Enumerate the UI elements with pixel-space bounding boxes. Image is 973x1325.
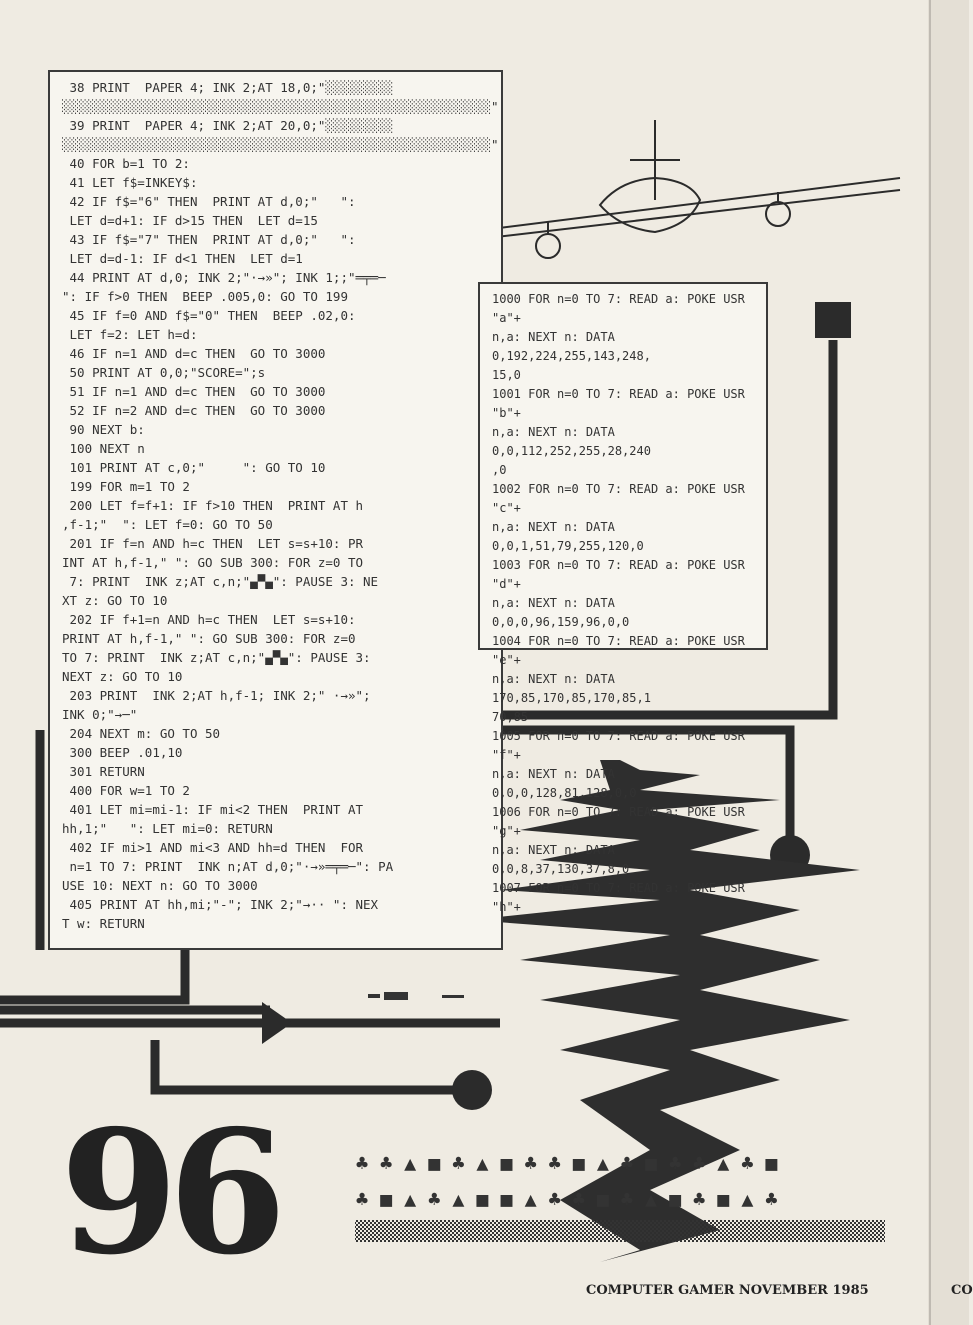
code-line: NEXT z: GO TO 10 — [62, 669, 183, 684]
basic-code-listing-left — [48, 70, 503, 950]
code-line: 201 IF f=n AND h=c THEN LET s=s+10: PR — [62, 536, 364, 551]
code-line: 300 BEEP .01,10 — [62, 745, 183, 760]
code-line: LET d=d-1: IF d<1 THEN LET d=1 — [62, 251, 303, 266]
code-line: 50 PRINT AT 0,0;"SCORE=";s — [62, 365, 266, 380]
code-line: 46 IF n=1 AND d=c THEN GO TO 3000 — [62, 346, 326, 361]
svg-text:♣ ■ ▲ ♣ ▲ ■ ■ ▲ ♣ ♣ ■ ♣ ▲ ■ ♣: ♣ ■ ▲ ♣ ▲ ■ ■ ▲ ♣ ♣ ■ ♣ ▲ ■ ♣ ■ ▲ ♣ — [356, 1187, 778, 1211]
code-line: 1007 FOR n=0 TO 7: READ a: POKE USR "h"+ — [492, 881, 753, 914]
code-line: 40 FOR b=1 TO 2: — [62, 156, 190, 171]
code-line: ░░░░░░░░░░░░░░░░░░░░░░░░░░░░░░░░░░░░░░░░░░░░░░░░░░░░░░░░░" — [62, 99, 499, 114]
code-line: T w: RETURN — [62, 916, 145, 931]
code-line: hh,1;" ": LET mi=0: RETURN — [62, 821, 273, 836]
code-line: 90 NEXT b: — [62, 422, 145, 437]
code-line: 400 FOR w=1 TO 2 — [62, 783, 190, 798]
code-line: n,a: NEXT n: DATA 0,0,112,252,255,28,240 — [492, 425, 651, 458]
code-line: 52 IF n=2 AND d=c THEN GO TO 3000 — [62, 403, 326, 418]
svg-text:♣ ♣ ▲ ■ ♣ ▲ ■ ♣ ♣ ■ ▲ ♣ ■ ♣ ♣: ♣ ♣ ▲ ■ ♣ ▲ ■ ♣ ♣ ■ ▲ ♣ ■ ♣ ♣ ▲ ♣ ■ — [356, 1151, 778, 1175]
code-line: 401 LET mi=mi-1: IF mi<2 THEN PRINT AT — [62, 802, 364, 817]
code-line: n,a: NEXT n: DATA 0,0,0,96,159,96,0,0 — [492, 596, 630, 629]
code-line: INT AT h,f-1," ": GO SUB 300: FOR z=0 TO — [62, 555, 364, 570]
code-line: n,a: NEXT n: DATA 0,0,1,51,79,255,120,0 — [492, 520, 644, 553]
code-line: 204 NEXT m: GO TO 50 — [62, 726, 221, 741]
code-line: 199 FOR m=1 TO 2 — [62, 479, 190, 494]
code-line: 7: PRINT INK z;AT c,n;"▄▀▄": PAUSE 3: NE — [62, 574, 379, 589]
code-line: 43 IF f$="7" THEN PRINT AT d,0;" ": — [62, 232, 356, 247]
code-line: n,a: NEXT n: DATA 0,0,8,37,130,37,8,0 — [492, 843, 630, 876]
code-line: 41 LET f$=INKEY$: — [62, 175, 198, 190]
code-line: 202 IF f+1=n AND h=c THEN LET s=s+10: — [62, 612, 356, 627]
code-line: 1003 FOR n=0 TO 7: READ a: POKE USR "d"+ — [492, 558, 753, 591]
code-line: 39 PRINT PAPER 4; INK 2;AT 20,0;"░░░░░░░░░ — [62, 118, 394, 133]
code-line: 45 IF f=0 AND f$="0" THEN BEEP .02,0: — [62, 308, 356, 323]
code-line: 1000 FOR n=0 TO 7: READ a: POKE USR "a"+ — [492, 292, 753, 325]
footer-magazine-issue: COMPUTER GAMER NOVEMBER 1985 — [586, 1283, 869, 1298]
code-line: 402 IF mi>1 AND mi<3 AND hh=d THEN FOR — [62, 840, 364, 855]
code-line: 301 RETURN — [62, 764, 145, 779]
code-line: 1004 FOR n=0 TO 7: READ a: POKE USR "e"+ — [492, 634, 753, 667]
code-line: INK 0;"→─" — [62, 707, 138, 722]
code-line: ,0 — [492, 463, 507, 477]
code-line: n=1 TO 7: PRINT INK n;AT d,0;"·→»═╤═─": PA — [62, 859, 394, 874]
code-line: 405 PRINT AT hh,mi;"-"; INK 2;"→·· ": NEX — [62, 897, 379, 912]
code-line: 203 PRINT INK 2;AT h,f-1; INK 2;" ·→»"; — [62, 688, 371, 703]
code-line: LET d=d+1: IF d>15 THEN LET d=15 — [62, 213, 318, 228]
code-line: 200 LET f=f+1: IF f>10 THEN PRINT AT h — [62, 498, 364, 513]
code-line: n,a: NEXT n: DATA 170,85,170,85,170,85,1 — [492, 672, 651, 705]
basic-code-listing-right — [478, 282, 768, 914]
code-line: USE 10: NEXT n: GO TO 3000 — [62, 878, 258, 893]
code-line: 38 PRINT PAPER 4; INK 2;AT 18,0;"░░░░░░░░░ — [62, 80, 394, 95]
code-line: PRINT AT h,f-1," ": GO SUB 300: FOR z=0 — [62, 631, 356, 646]
page-number: 96 — [60, 1093, 277, 1293]
code-line: 1005 FOR n=0 TO 7: READ a: POKE USR "f"+ — [492, 729, 753, 762]
code-line: 51 IF n=1 AND d=c THEN GO TO 3000 — [62, 384, 326, 399]
circuit-node-dot — [452, 1070, 492, 1110]
circuit-square-terminal — [815, 302, 851, 338]
code-line: ": IF f>0 THEN BEEP .005,0: GO TO 199 — [62, 289, 348, 304]
code-line: 70,85 — [492, 710, 529, 724]
code-line: n,a: NEXT n: DATA 0,0,0,128,81,128,0,0 — [492, 767, 637, 800]
code-line: 1006 FOR n=0 TO 7: READ a: POKE USR "g"+ — [492, 805, 753, 838]
code-line: 100 NEXT n — [62, 441, 145, 456]
footer-cut-text: CO — [951, 1283, 973, 1298]
code-line: 1002 FOR n=0 TO 7: READ a: POKE USR "c"+ — [492, 482, 753, 515]
code-line: XT z: GO TO 10 — [62, 593, 168, 608]
code-line: 44 PRINT AT d,0; INK 2;"·→»"; INK 1;;"═╤═─ — [62, 270, 386, 285]
code-line: 101 PRINT AT c,0;" ": GO TO 10 — [62, 460, 326, 475]
code-line: 1001 FOR n=0 TO 7: READ a: POKE USR "b"+ — [492, 387, 753, 420]
code-line: n,a: NEXT n: DATA 0,192,224,255,143,248, — [492, 330, 651, 363]
code-line: ,f-1;" ": LET f=0: GO TO 50 — [62, 517, 273, 532]
code-line: 15,0 — [492, 368, 521, 382]
code-line: 42 IF f$="6" THEN PRINT AT d,0;" ": — [62, 194, 356, 209]
code-line: ░░░░░░░░░░░░░░░░░░░░░░░░░░░░░░░░░░░░░░░░░░░░░░░░░░░░░░░░░" — [62, 137, 499, 152]
code-line: TO 7: PRINT INK z;AT c,n;"▄▀▄": PAUSE 3: — [62, 650, 371, 665]
code-line: LET f=2: LET h=d: — [62, 327, 198, 342]
